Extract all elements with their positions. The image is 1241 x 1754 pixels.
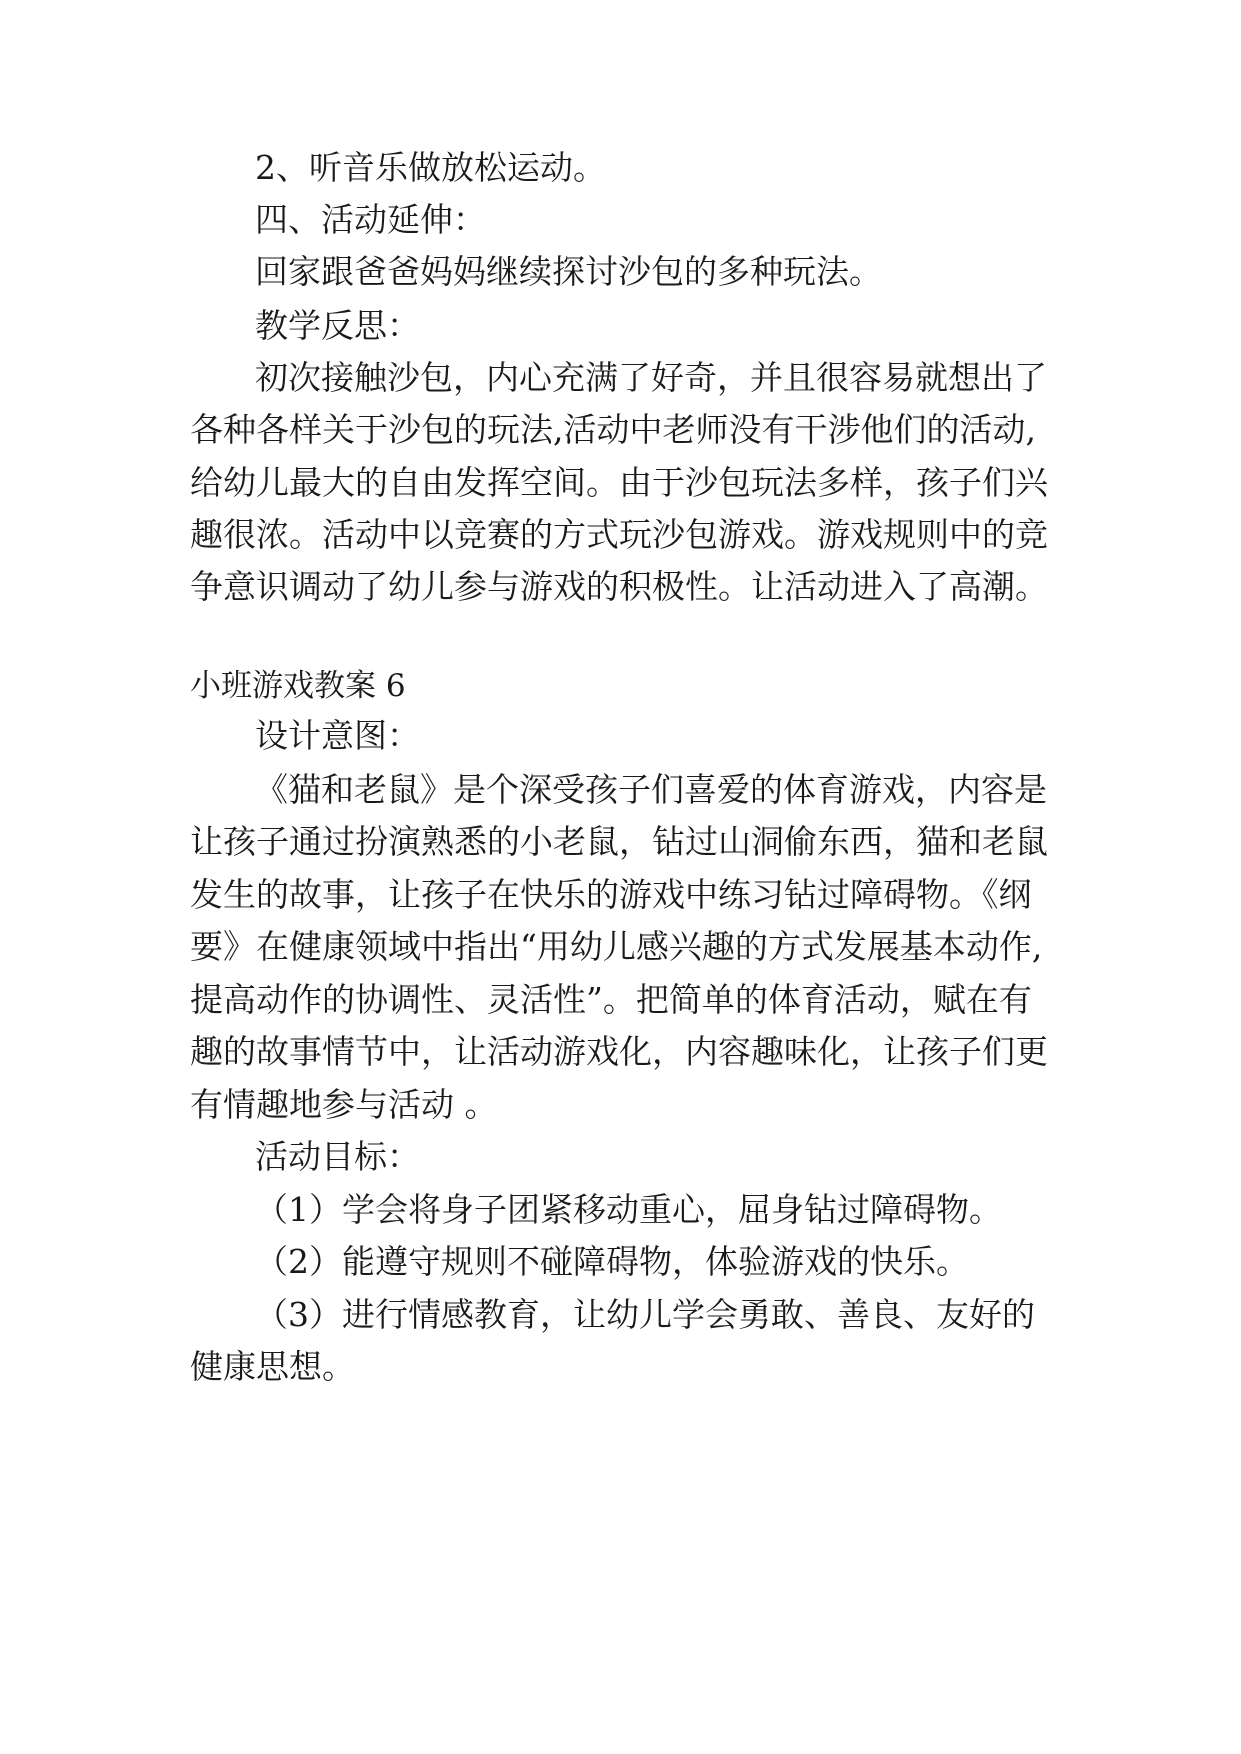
design-line: 有情趣地参与活动 。	[190, 1085, 498, 1124]
design-line: 提高动作的协调性、灵活性”。把简单的体育活动，赋在有	[190, 980, 1032, 1019]
goals-title: 活动目标：	[255, 1137, 420, 1176]
reflection-title: 教学反思：	[255, 306, 420, 345]
reflection-line: 给幼儿最大的自由发挥空间。由于沙包玩法多样，孩子们兴	[190, 463, 1048, 502]
goal-item: （2）能遵守规则不碰障碍物，体验游戏的快乐。	[255, 1242, 969, 1281]
design-line: 让孩子通过扮演熟悉的小老鼠，钻过山洞偷东西，猫和老鼠	[190, 822, 1048, 861]
design-line: 趣的故事情节中，让活动游戏化，内容趣味化，让孩子们更	[190, 1032, 1048, 1071]
section-title: 小班游戏教案 6	[190, 668, 406, 704]
reflection-line: 各种各样关于沙包的玩法,活动中老师没有干涉他们的活动,	[190, 410, 1036, 449]
goal-item: （3）进行情感教育，让幼儿学会勇敢、善良、友好的	[255, 1295, 1035, 1334]
design-line: 《猫和老鼠》是个深受孩子们喜爱的体育游戏，内容是	[255, 770, 1047, 809]
design-title: 设计意图：	[255, 716, 420, 755]
reflection-line: 争意识调动了幼儿参与游戏的积极性。让活动进入了高潮。	[190, 567, 1048, 606]
section-heading-extension: 四、活动延伸：	[255, 200, 486, 239]
reflection-line: 趣很浓。活动中以竞赛的方式玩沙包游戏。游戏规则中的竞	[190, 515, 1048, 554]
list-item-2: 2、听音乐做放松运动。	[255, 148, 606, 187]
reflection-line: 初次接触沙包，内心充满了好奇，并且很容易就想出了	[255, 358, 1047, 397]
goal-item: （1）学会将身子团紧移动重心，屈身钻过障碍物。	[255, 1190, 1002, 1229]
extension-text: 回家跟爸爸妈妈继续探讨沙包的多种玩法。	[255, 252, 882, 291]
goal-item-continuation: 健康思想。	[190, 1347, 355, 1386]
design-line: 发生的故事，让孩子在快乐的游戏中练习钻过障碍物。《纲	[190, 875, 1032, 914]
design-line: 要》在健康领域中指出“用幼儿感兴趣的方式发展基本动作,	[190, 927, 1043, 966]
